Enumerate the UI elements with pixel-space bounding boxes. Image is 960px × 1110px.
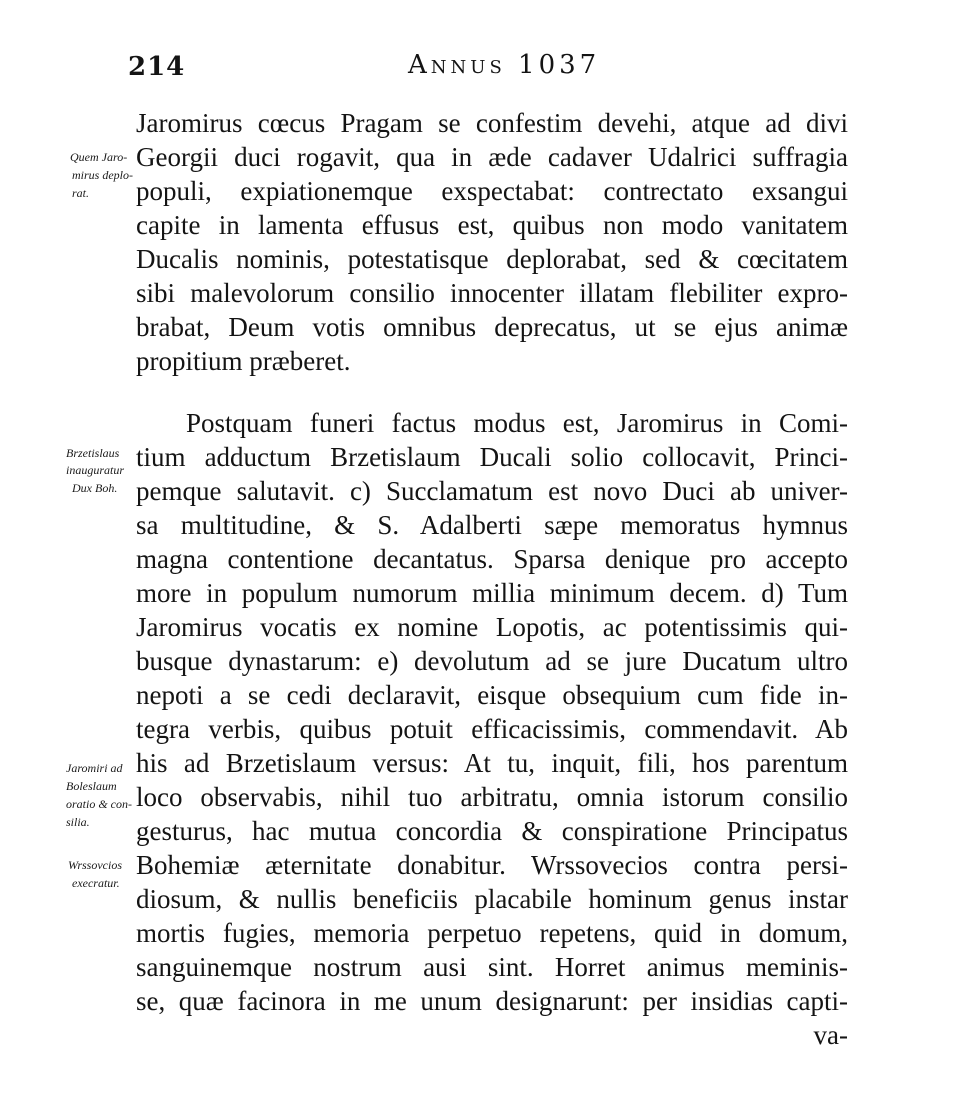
text-line: tegra verbis, quibus potuit efficacissimis, commendavit. Ab <box>136 714 848 744</box>
page-number: 214 <box>128 52 186 82</box>
text-line: more in populum numorum millia minimum decem. d) Tum <box>136 578 848 608</box>
text-line: sibi malevolorum consilio innocenter illatam flebiliter expro- <box>136 278 848 308</box>
text-line: gesturus, hac mutua concordia & conspiratione Principatus <box>136 816 848 846</box>
text-line: Ducalis nominis, potestatisque deplorabat, sed & cœcitatem <box>136 244 848 274</box>
text-line: Postquam funeri factus modus est, Jaromirus in Comi- <box>186 408 848 438</box>
text-line: loco observabis, nihil tuo arbitratu, omnia istorum consilio <box>136 782 848 812</box>
margin-note-line: execratur. <box>72 876 120 890</box>
margin-note-line: mirus deplo- <box>72 168 133 182</box>
text-line: his ad Brzetislaum versus: At tu, inquit, fili, hos parentum <box>136 748 848 778</box>
text-line: Georgii duci rogavit, qua in æde cadaver Udalrici suffragia <box>136 142 848 172</box>
text-line: tium adductum Brzetislaum Ducali solio collocavit, Princi- <box>136 442 848 472</box>
text-line: nepoti a se cedi declaravit, eisque obsequium cum fide in- <box>136 680 848 710</box>
running-head: Annus 1037 <box>408 50 601 80</box>
margin-note-line: Brzetislaus <box>66 446 120 460</box>
margin-note-line: Jaromiri ad <box>66 761 123 775</box>
text-line: Bohemiæ æternitate donabitur. Wrssovecios contra persi- <box>136 850 848 880</box>
text-line: Jaromirus vocatis ex nomine Lopotis, ac potentissimis qui- <box>136 612 848 642</box>
text-line: busque dynastarum: e) devolutum ad se jure Ducatum ultro <box>136 646 848 676</box>
text-line: diosum, & nullis beneficiis placabile hominum genus instar <box>136 884 848 914</box>
text-line: capite in lamenta effusus est, quibus non modo vanitatem <box>136 210 848 240</box>
catchword: va- <box>813 1020 848 1050</box>
text-line: propitium præberet. <box>136 346 351 376</box>
text-line: Jaromirus cœcus Pragam se confestim devehi, atque ad divi <box>136 108 848 138</box>
text-line: populi, expiationemque exspectabat: contrectato exsangui <box>136 176 848 206</box>
margin-note-line: rat. <box>72 186 90 200</box>
text-line: se, quæ facinora in me unum designarunt: per insidias capti- <box>136 986 848 1016</box>
margin-note-line: oratio & con- <box>66 797 132 811</box>
text-line: magna contentione decantatus. Sparsa denique pro accepto <box>136 544 848 574</box>
margin-note-line: Boleslaum <box>66 779 117 793</box>
margin-note-line: Wrssovcios <box>68 858 122 872</box>
margin-note-line: Quem Jaro- <box>70 150 128 164</box>
text-line: sa multitudine, & S. Adalberti sæpe memoratus hymnus <box>136 510 848 540</box>
margin-note-line: silia. <box>66 815 90 829</box>
text-line: mortis fugies, memoria perpetuo repetens, quid in domum, <box>136 918 848 948</box>
text-line: brabat, Deum votis omnibus deprecatus, ut se ejus animæ <box>136 312 848 342</box>
margin-note-line: inauguratur <box>66 463 125 477</box>
text-line: sanguinemque nostrum ausi sint. Horret animus meminis- <box>136 952 848 982</box>
margin-note-line: Dux Boh. <box>72 481 118 495</box>
text-line: pemque salutavit. c) Succlamatum est novo Duci ab univer- <box>136 476 848 506</box>
